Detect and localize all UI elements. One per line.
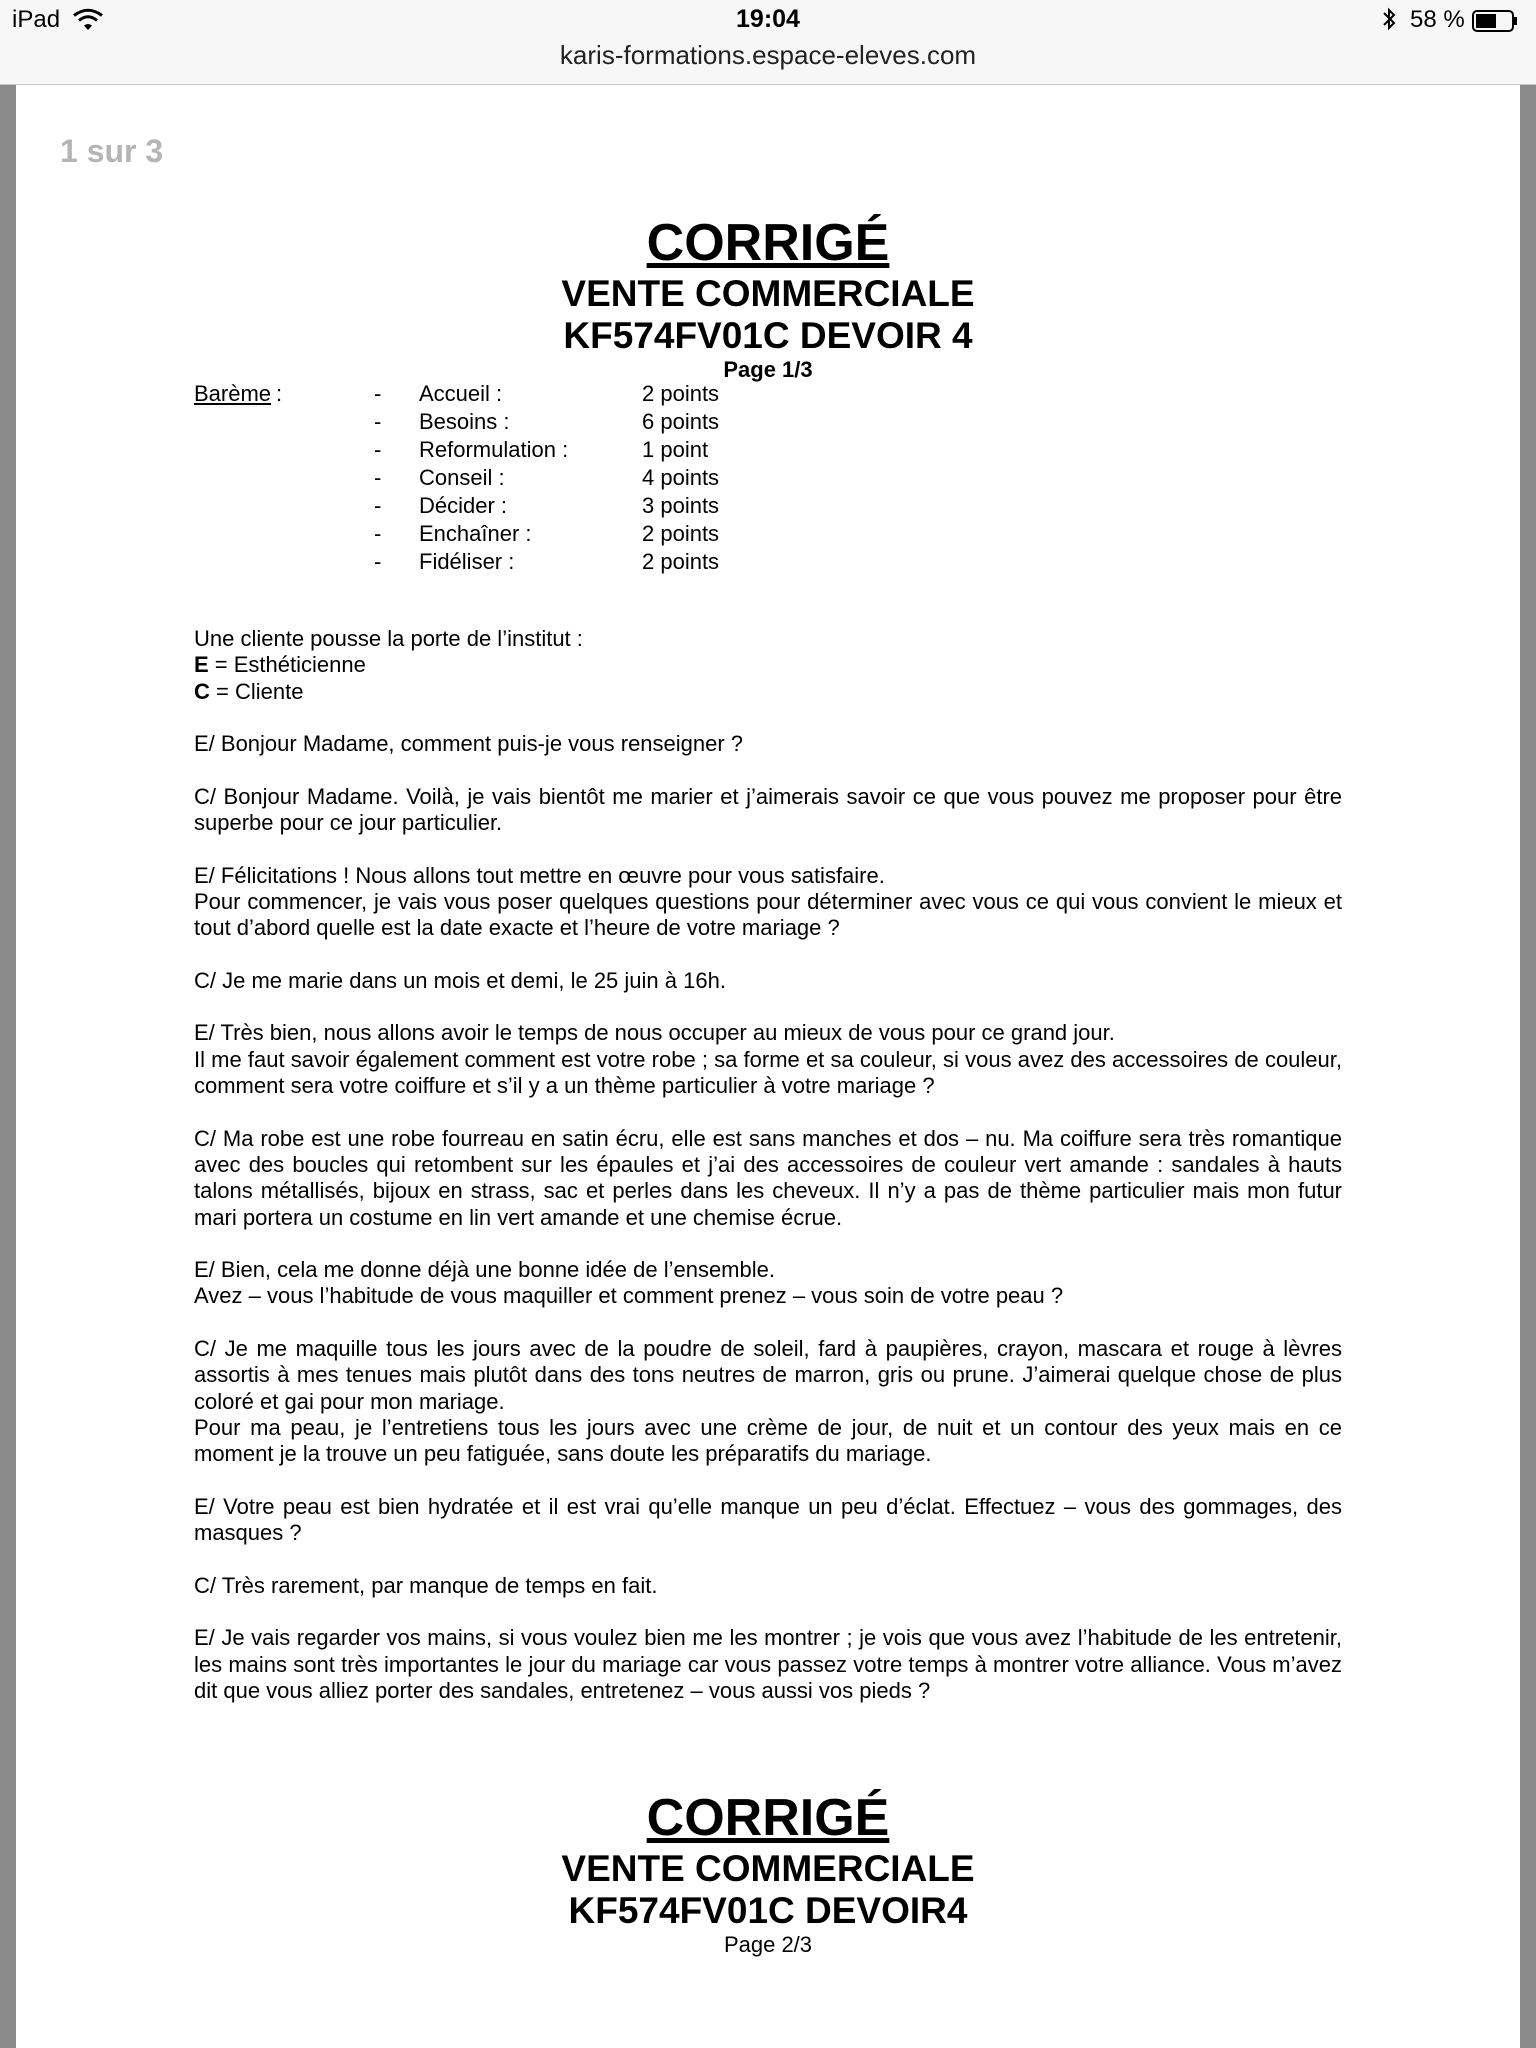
- grading-label: Barème: [194, 381, 272, 406]
- grading-row: [194, 464, 894, 492]
- grading-points: 2 points: [642, 521, 720, 546]
- dialogue-intro: Une cliente pousse la porte de l’institut :: [194, 626, 583, 651]
- grading-points: 3 points: [642, 493, 720, 518]
- grading-criterion: Accueil :: [419, 381, 503, 406]
- grading-criterion: Conseil :: [419, 465, 505, 490]
- grading-row: [194, 492, 894, 520]
- grading-points: 2 points: [642, 381, 720, 406]
- dialogue-line: E/ Félicitations ! Nous allons tout mettre en œuvre pour vous satisfaire.: [194, 862, 885, 888]
- address-bar-url[interactable]: karis-formations.espace-eleves.com: [559, 40, 977, 70]
- dialogue-line: E/ Je vais regarder vos mains, si vous voulez bien me les montrer ; je vois que vous avez l’habitude de les entretenir, les mains sont très importantes le jour du mariage car vous passez votre temps à montrer votre alliance. Vous m’avez dit que vous alliez porter des sandales, entretenez – vous aussi vos pieds ?: [194, 1625, 1342, 1703]
- dialogue-line: C/ Je me maquille tous les jours avec de la poudre de soleil, fard à paupières, crayon, mascara et rouge à lèvres assortis à mes tenues mais plutôt dans des tons neutres de marron, gris ou prune. J’aimerai quelque chose de plus coloré et gai pour mon mariage.: [194, 1336, 1342, 1414]
- grading-row: [194, 380, 894, 408]
- legend-key: E: [194, 652, 209, 678]
- dialogue-line: C/ Je me marie dans un mois et demi, le 25 juin à 16h.: [194, 967, 726, 993]
- grading-points: 4 points: [642, 465, 720, 490]
- device-name: iPad: [12, 6, 61, 33]
- grading-dash: -: [374, 493, 382, 518]
- doc-subject: VENTE COMMERCIALE: [561, 273, 975, 314]
- grading-dash: -: [374, 381, 382, 406]
- doc-page-number: Page 1/3: [723, 357, 813, 382]
- dialogue-line: E/ Bien, cela me donne déjà une bonne idée de l’ensemble.: [194, 1257, 775, 1283]
- grading-criterion: Besoins :: [419, 409, 510, 434]
- clock: 19:04: [736, 5, 800, 33]
- legend-value: = Cliente: [209, 678, 304, 704]
- doc-code: KF574FV01C DEVOIR4: [568, 1890, 968, 1931]
- dialogue-line: E/ Votre peau est bien hydratée et il est vrai qu’elle manque un peu d’éclat. Effectuez – vous des gommages, des masques ?: [194, 1493, 1342, 1546]
- doc-title: CORRIGÉ: [646, 1789, 890, 1847]
- grading-row: [194, 548, 894, 576]
- grading-criterion: Décider :: [419, 493, 508, 518]
- grading-dash: -: [374, 549, 382, 574]
- grading-points: 6 points: [642, 409, 720, 434]
- doc-title: CORRIGÉ: [646, 214, 890, 272]
- grading-dash: -: [374, 521, 382, 546]
- grading-row: [194, 436, 894, 464]
- page-counter: 1 sur 3: [60, 133, 164, 169]
- legend-value: = Esthéticienne: [208, 652, 366, 678]
- viewer-gutter-right: [1520, 85, 1536, 2048]
- grading-row: [194, 520, 894, 548]
- grading-dash: -: [374, 437, 382, 462]
- grading-dash: -: [374, 409, 382, 434]
- dialogue-line: Pour ma peau, je l’entretiens tous les jours avec une crème de jour, de nuit et un contour des yeux mais en ce moment je la trouve un peu fatiguée, sans doute les préparatifs du mariage.: [194, 1414, 1342, 1467]
- dialogue-line: E/ Bonjour Madame, comment puis-je vous renseigner ?: [194, 731, 744, 757]
- dialogue-line: C/ Bonjour Madame. Voilà, je vais bientôt me marier et j’aimerais savoir ce que vous pouvez me proposer pour être superbe pour ce jour particulier.: [194, 783, 1342, 836]
- dialogue-line: Pour commencer, je vais vous poser quelques questions pour déterminer avec vous ce qui vous convient le mieux et tout d’abord quelle est la date exacte et l’heure de votre mariage ?: [194, 888, 1342, 941]
- grading-points: 2 points: [642, 549, 720, 574]
- doc-subject: VENTE COMMERCIALE: [561, 1848, 975, 1889]
- grading-scale: [194, 380, 894, 576]
- grading-dash: -: [374, 465, 382, 490]
- doc-page-number: Page 2/3: [723, 1932, 813, 1957]
- viewer-gutter-left: [0, 85, 16, 2048]
- legend-client: [194, 679, 1342, 705]
- grading-criterion: Reformulation :: [419, 437, 569, 462]
- grading-points: 1 point: [642, 437, 709, 462]
- status-bar: [0, 0, 1536, 85]
- battery-icon: [1472, 10, 1518, 32]
- battery-percent: 58 %: [1410, 6, 1465, 33]
- document-header-1: [194, 213, 1342, 383]
- grading-row: [194, 408, 894, 436]
- grading-colon: :: [276, 381, 283, 406]
- dialogue-line: C/ Ma robe est une robe fourreau en satin écru, elle est sans manches et dos – nu. Ma coiffure sera très romantique avec des boucles qui retombent sur les épaules et j’ai des accessoires de couleur vert amande : sandales à hauts talons métallisés, bijoux en strass, sac et perles dans les cheveux. Il n’y a pas de thème particulier mais mon futur mari portera un costume en lin vert amande et une chemise écrue.: [194, 1125, 1342, 1230]
- dialogue-line: Il me faut savoir également comment est votre robe ; sa forme et sa couleur, si vous avez des accessoires de couleur, comment sera votre coiffure et s’il y a un thème particulier à votre mariage ?: [194, 1046, 1342, 1099]
- grading-criterion: Fidéliser :: [419, 549, 515, 574]
- document-header-2: [194, 1788, 1342, 1958]
- legend-esthetician: [194, 652, 1342, 678]
- bluetooth-icon: [1380, 6, 1398, 34]
- doc-code: KF574FV01C DEVOIR 4: [563, 315, 973, 356]
- grading-criterion: Enchaîner :: [419, 521, 532, 546]
- legend-key: C: [194, 678, 210, 704]
- dialogue-line: C/ Très rarement, par manque de temps en fait.: [194, 1572, 658, 1598]
- dialogue-line: Avez – vous l’habitude de vous maquiller et comment prenez – vous soin de votre peau ?: [194, 1283, 1064, 1309]
- dialogue-body: [194, 626, 1342, 1704]
- dialogue-line: E/ Très bien, nous allons avoir le temps de nous occuper au mieux de vous pour ce grand jour.: [194, 1020, 1115, 1046]
